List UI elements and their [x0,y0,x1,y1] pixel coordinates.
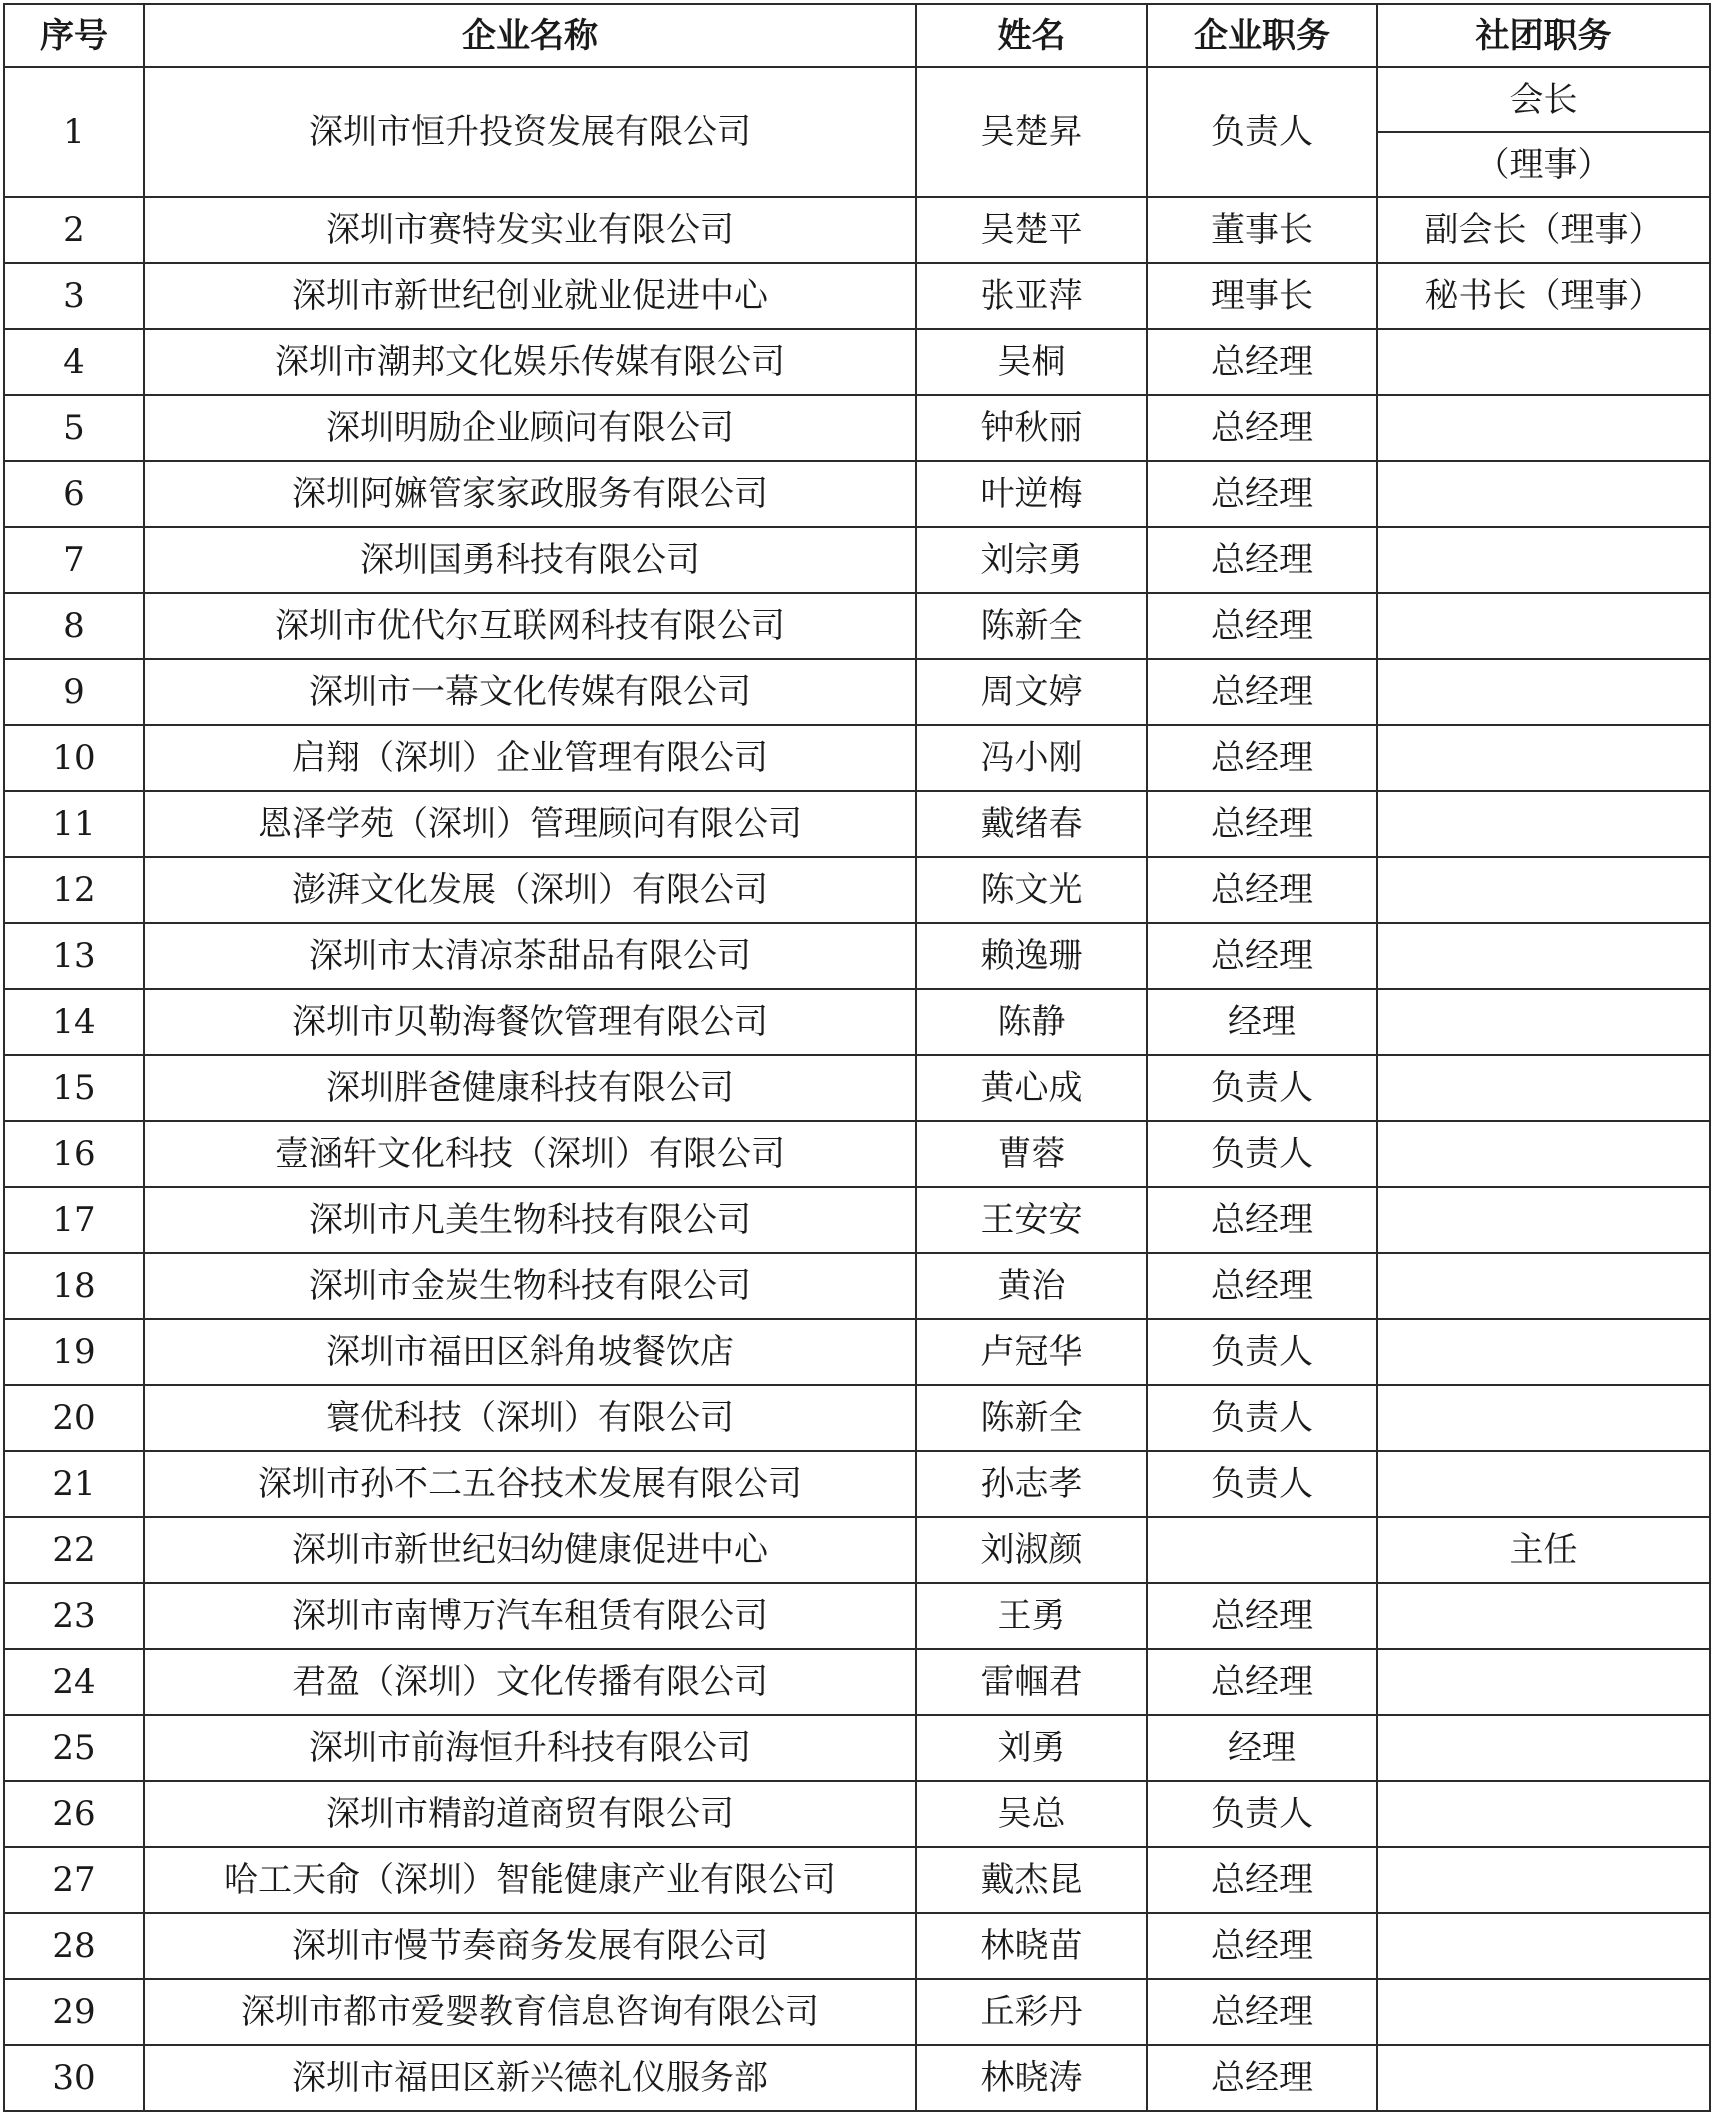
person-name: 丘彩丹 [916,1979,1147,2045]
company-name: 深圳市新世纪创业就业促进中心 [144,263,916,329]
association-role [1377,395,1710,461]
table-row [4,1385,1710,1451]
table-row [4,1979,1710,2045]
company-name: 启翔（深圳）企业管理有限公司 [144,725,916,791]
company-name: 澎湃文化发展（深圳）有限公司 [144,857,916,923]
company-name: 深圳市前海恒升科技有限公司 [144,1715,916,1781]
row-index: 26 [4,1781,144,1847]
company-name: 深圳市一幕文化传媒有限公司 [144,659,916,725]
association-role: 副会长（理事） [1377,197,1710,263]
table-row [4,791,1710,857]
table-row [4,461,1710,527]
row-index: 14 [4,989,144,1055]
table-row [4,1517,1710,1583]
company-position: 负责人 [1147,1385,1377,1451]
header-row [4,4,1710,67]
row-index: 10 [4,725,144,791]
company-name: 深圳市赛特发实业有限公司 [144,197,916,263]
company-name: 深圳市精韵道商贸有限公司 [144,1781,916,1847]
company-name: 君盈（深圳）文化传播有限公司 [144,1649,916,1715]
association-role [1377,857,1710,923]
table-row [4,527,1710,593]
table-row [4,593,1710,659]
table-row [4,2045,1710,2111]
association-role [1377,461,1710,527]
row-index: 21 [4,1451,144,1517]
row-index: 5 [4,395,144,461]
company-position: 负责人 [1147,1121,1377,1187]
company-position: 负责人 [1147,1055,1377,1121]
company-name: 深圳市金炭生物科技有限公司 [144,1253,916,1319]
company-position: 总经理 [1147,725,1377,791]
table-row [4,1319,1710,1385]
company-name: 壹涵轩文化科技（深圳）有限公司 [144,1121,916,1187]
company-position: 总经理 [1147,857,1377,923]
row-index: 6 [4,461,144,527]
association-role [1377,1187,1710,1253]
table-row [4,1913,1710,1979]
row-index: 20 [4,1385,144,1451]
row-index: 1 [4,67,144,197]
association-role [1377,1715,1710,1781]
company-name: 深圳市南博万汽车租赁有限公司 [144,1583,916,1649]
header-name: 姓名 [916,4,1147,67]
association-role [1377,1253,1710,1319]
company-name: 深圳市慢节奏商务发展有限公司 [144,1913,916,1979]
association-role [1377,2045,1710,2111]
association-role [1377,1319,1710,1385]
header-index: 序号 [4,4,144,67]
person-name: 刘勇 [916,1715,1147,1781]
row-index: 13 [4,923,144,989]
association-role [1377,1385,1710,1451]
header-company: 企业名称 [144,4,916,67]
company-position: 总经理 [1147,395,1377,461]
company-position: 总经理 [1147,659,1377,725]
company-position: 总经理 [1147,1847,1377,1913]
company-position: 总经理 [1147,2045,1377,2111]
association-role [1377,923,1710,989]
association-role [1377,1781,1710,1847]
company-name: 深圳市优代尔互联网科技有限公司 [144,593,916,659]
table-row [4,659,1710,725]
person-name: 钟秋丽 [916,395,1147,461]
company-name: 恩泽学苑（深圳）管理顾问有限公司 [144,791,916,857]
person-name: 黄治 [916,1253,1147,1319]
person-name: 吴楚昇 [916,67,1147,197]
row-index: 22 [4,1517,144,1583]
table-row [4,1649,1710,1715]
person-name: 黄心成 [916,1055,1147,1121]
person-name: 周文婷 [916,659,1147,725]
table-row [4,1055,1710,1121]
company-position: 经理 [1147,1715,1377,1781]
table-row [4,395,1710,461]
association-role [1377,659,1710,725]
table-row [4,857,1710,923]
table-row [4,329,1710,395]
company-position: 董事长 [1147,197,1377,263]
person-name: 王安安 [916,1187,1147,1253]
company-position: 负责人 [1147,1319,1377,1385]
association-role [1377,1979,1710,2045]
table-row [4,1583,1710,1649]
company-position: 负责人 [1147,1781,1377,1847]
company-position [1147,1517,1377,1583]
row-index: 17 [4,1187,144,1253]
company-position: 总经理 [1147,1979,1377,2045]
association-role [1377,1847,1710,1913]
row-index: 11 [4,791,144,857]
association-role [1377,989,1710,1055]
company-position: 总经理 [1147,1913,1377,1979]
table-row [4,1187,1710,1253]
company-name: 深圳胖爸健康科技有限公司 [144,1055,916,1121]
header-association-role: 社团职务 [1377,4,1710,67]
person-name: 冯小刚 [916,725,1147,791]
person-name: 吴总 [916,1781,1147,1847]
company-name: 深圳国勇科技有限公司 [144,527,916,593]
company-name: 深圳市太清凉茶甜品有限公司 [144,923,916,989]
person-name: 陈新全 [916,1385,1147,1451]
table-body [4,67,1710,2111]
person-name: 叶逆梅 [916,461,1147,527]
association-role-sub: （理事） [1377,132,1710,197]
row-index: 15 [4,1055,144,1121]
association-role [1377,1121,1710,1187]
association-role [1377,791,1710,857]
table-row [4,1781,1710,1847]
association-role [1377,1451,1710,1517]
person-name: 吴桐 [916,329,1147,395]
company-position: 总经理 [1147,329,1377,395]
person-name: 张亚萍 [916,263,1147,329]
person-name: 戴杰昆 [916,1847,1147,1913]
association-role: 会长 [1377,67,1710,132]
association-role: 主任 [1377,1517,1710,1583]
person-name: 陈文光 [916,857,1147,923]
association-role [1377,1055,1710,1121]
row-index: 24 [4,1649,144,1715]
person-name: 林晓涛 [916,2045,1147,2111]
company-name: 深圳市凡美生物科技有限公司 [144,1187,916,1253]
company-position: 总经理 [1147,1583,1377,1649]
company-position: 总经理 [1147,1649,1377,1715]
row-index: 16 [4,1121,144,1187]
association-role [1377,329,1710,395]
row-index: 8 [4,593,144,659]
row-index: 18 [4,1253,144,1319]
company-position: 总经理 [1147,593,1377,659]
association-role [1377,1649,1710,1715]
table-row [4,1121,1710,1187]
row-index: 9 [4,659,144,725]
company-position: 总经理 [1147,791,1377,857]
company-name: 深圳市都市爱婴教育信息咨询有限公司 [144,1979,916,2045]
member-table [3,3,1711,2112]
person-name: 曹蓉 [916,1121,1147,1187]
table-row [4,1715,1710,1781]
association-role: 秘书长（理事） [1377,263,1710,329]
row-index: 29 [4,1979,144,2045]
row-index: 23 [4,1583,144,1649]
person-name: 雷帼君 [916,1649,1147,1715]
person-name: 王勇 [916,1583,1147,1649]
row-index: 7 [4,527,144,593]
person-name: 林晓苗 [916,1913,1147,1979]
person-name: 陈静 [916,989,1147,1055]
table-row [4,923,1710,989]
person-name: 吴楚平 [916,197,1147,263]
row-index: 4 [4,329,144,395]
association-role [1377,725,1710,791]
table-row [4,989,1710,1055]
company-name: 深圳市福田区新兴德礼仪服务部 [144,2045,916,2111]
table-row [4,725,1710,791]
company-position: 总经理 [1147,461,1377,527]
table-row [4,197,1710,263]
table-row [4,1847,1710,1913]
company-position: 经理 [1147,989,1377,1055]
company-position: 总经理 [1147,1187,1377,1253]
person-name: 刘淑颜 [916,1517,1147,1583]
company-position: 总经理 [1147,1253,1377,1319]
row-index: 30 [4,2045,144,2111]
company-position: 负责人 [1147,67,1377,197]
row-index: 25 [4,1715,144,1781]
person-name: 孙志孝 [916,1451,1147,1517]
association-role [1377,527,1710,593]
company-name: 深圳阿嫲管家家政服务有限公司 [144,461,916,527]
company-name: 哈工天俞（深圳）智能健康产业有限公司 [144,1847,916,1913]
row-index: 19 [4,1319,144,1385]
company-name: 深圳市新世纪妇幼健康促进中心 [144,1517,916,1583]
row-index: 2 [4,197,144,263]
person-name: 卢冠华 [916,1319,1147,1385]
table-row [4,1451,1710,1517]
company-name: 深圳市孙不二五谷技术发展有限公司 [144,1451,916,1517]
row-index: 12 [4,857,144,923]
row-index: 28 [4,1913,144,1979]
person-name: 刘宗勇 [916,527,1147,593]
company-name: 寰优科技（深圳）有限公司 [144,1385,916,1451]
company-position: 理事长 [1147,263,1377,329]
row-index: 27 [4,1847,144,1913]
header-company-position: 企业职务 [1147,4,1377,67]
table-row [4,1253,1710,1319]
company-name: 深圳市潮邦文化娱乐传媒有限公司 [144,329,916,395]
company-position: 总经理 [1147,527,1377,593]
company-position: 负责人 [1147,1451,1377,1517]
person-name: 赖逸珊 [916,923,1147,989]
table-row [4,67,1710,132]
company-position: 总经理 [1147,923,1377,989]
association-role [1377,1913,1710,1979]
company-name: 深圳市恒升投资发展有限公司 [144,67,916,197]
person-name: 陈新全 [916,593,1147,659]
company-name: 深圳明励企业顾问有限公司 [144,395,916,461]
association-role [1377,1583,1710,1649]
association-role [1377,593,1710,659]
company-name: 深圳市贝勒海餐饮管理有限公司 [144,989,916,1055]
person-name: 戴绪春 [916,791,1147,857]
table-row [4,263,1710,329]
row-index: 3 [4,263,144,329]
company-name: 深圳市福田区斜角坡餐饮店 [144,1319,916,1385]
